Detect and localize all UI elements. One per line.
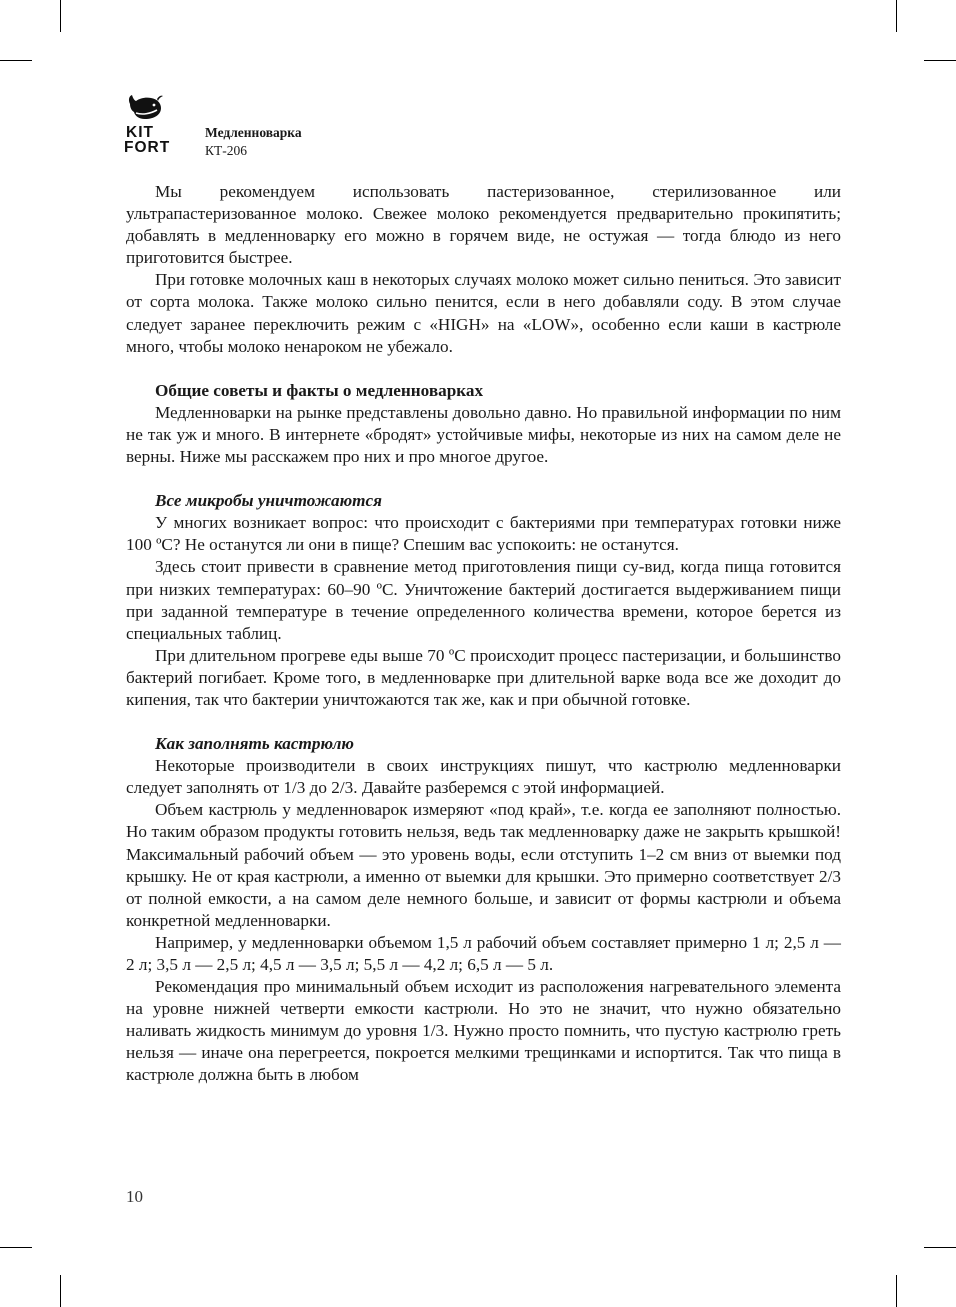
paragraph: Объем кастрюль у медленноварок измеряют «под край», т.е. когда ее заполняют полностью. Но таким образом продукты готовить нельзя, ведь так медленноварку даже не закрыть крышкой! Максимальный рабочий объем — это уровень воды, если отступить 1–2 см вниз от выемки под крышку. Не от края кастрюли, а именно от выемки для крышки. Это примерно соответствует 2/3 от полной емкости, а на самом деле немного больше, и зависит от формы кастрюли и объема конкретной медленноварки.: [126, 800, 841, 930]
crop-mark: [60, 0, 61, 32]
page-header: [124, 94, 424, 158]
crop-mark: [924, 1247, 956, 1248]
paragraph: При готовке молочных каш в некоторых случаях молоко может сильно пениться. Это зависит от сорта молока. Также молоко сильно пенится, если в него добавляли соду. В этом случае следует заранее переключить режим с «HIGH» на «LOW», особенно если каши в кастрюле много, чтобы молоко ненароком не убежало.: [126, 270, 841, 356]
brand-line-2: FORT: [124, 139, 171, 156]
brand-logo: [124, 94, 188, 158]
product-model: КТ-206: [205, 143, 247, 158]
page-number: 10: [126, 1187, 143, 1206]
crop-mark: [896, 0, 897, 32]
crop-mark: [60, 1275, 61, 1307]
paragraph: При длительном прогреве еды выше 70 ºС происходит процесс пастеризации, и большинство бактерий погибает. Кроме того, в медленноварке при длительной варке вода все же доходит до кипения, так что бактерии уничтожаются так же, как и при обычной готовке.: [126, 645, 841, 709]
crop-mark: [924, 60, 956, 61]
page-content: [126, 181, 841, 1087]
subsection-heading: Как заполнять кастрюлю: [155, 734, 354, 754]
paragraph: Медленноварки на рынке представлены довольно давно. Но правильной информации по ним не так уж и много. В интернете «бродят» устойчивые мифы, некоторые из них на самом деле не верны. Ниже мы расскажем про них и про многое другое.: [126, 402, 841, 467]
paragraph: У многих возникает вопрос: что происходит с бактериями при температурах готовки ниже 100 ºС? Не останутся ли они в пище? Спешим вас успокоить: не останутся.: [126, 513, 841, 555]
product-info: [205, 124, 302, 160]
paragraph: Мы рекомендуем использовать пастеризованное, стерилизованное или ультрапастеризованное молоко. Свежее молоко рекомендуется предварительно прокипятить; добавлять в медленноварку его можно в горячем виде, не остужая — тогда блюдо из него приготовится быстрее.: [126, 182, 841, 268]
paragraph: Например, у медленноварки объемом 1,5 л рабочий объем составляет примерно 1 л; 2,5 л — 2 л; 3,5 л — 2,5 л; 4,5 л — 3,5 л; 5,5 л — 4,2 л; 6,5 л — 5 л.: [126, 932, 841, 974]
crop-mark: [0, 1247, 32, 1248]
paragraph: Здесь стоит привести в сравнение метод приготовления пищи су-вид, когда пища готовится при низких температурах: 60–90 ºС. Уничтожение бактерий достигается выдерживанием пищи при заданной температуре в течение определенного количества времени, которое берется из специальных таблиц.: [126, 557, 841, 643]
crop-mark: [0, 60, 32, 61]
crop-mark: [896, 1275, 897, 1307]
whale-icon: [126, 94, 164, 124]
subsection-heading: Все микробы уничтожаются: [155, 491, 383, 511]
section-heading: Общие советы и факты о медленноварках: [155, 380, 484, 400]
brand-line-1: KIT: [126, 124, 154, 141]
paragraph: Рекомендация про минимальный объем исходит из расположения нагревательного элемента на уровне нижней четверти емкости кастрюли. Но это не значит, что нужно обязательно наливать жидкость минимум до уровня 1/3. Нужно просто помнить, что пустую кастрюлю греть нельзя — иначе она перегреется, покроется мелкими трещинками и испортится. Так что пища в кастрюле должна быть в любом: [126, 977, 841, 1085]
product-name: Медленноварка: [205, 125, 302, 140]
paragraph: Некоторые производители в своих инструкциях пишут, что кастрюлю медленноварки следует заполнять от 1/3 до 2/3. Давайте разберемся с этой информацией.: [126, 756, 841, 798]
